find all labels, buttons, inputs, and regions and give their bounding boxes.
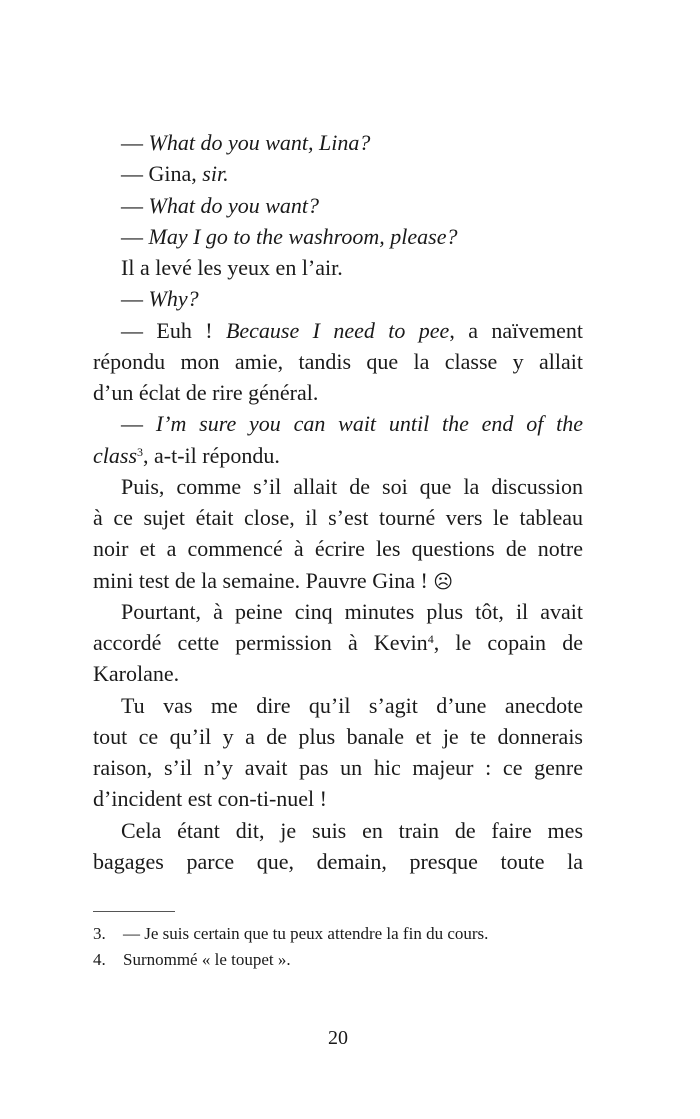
italic-span: sir. xyxy=(202,161,229,187)
text-line xyxy=(93,627,583,658)
text-line xyxy=(93,408,583,439)
text-span: Karolane. xyxy=(93,661,180,687)
text-span: — xyxy=(121,192,149,218)
text-line xyxy=(93,127,583,158)
footnote-ref-4: 4 xyxy=(427,632,434,646)
footnote-text: Surnommé « le toupet ». xyxy=(123,950,291,969)
text-span: accordé cette permission à Kevin xyxy=(93,630,428,655)
text-line xyxy=(93,440,583,471)
sad-face-icon: ☹ xyxy=(433,570,454,593)
text-line xyxy=(93,221,583,252)
book-page xyxy=(93,0,583,1119)
text-span: répondu mon amie, tandis que la classe y allait xyxy=(93,348,583,374)
text-line xyxy=(93,690,583,721)
text-line xyxy=(93,752,583,783)
page-number: 20 xyxy=(328,1027,348,1049)
text-span: à ce sujet était close, il s’est tourné vers le tableau xyxy=(93,505,583,530)
text-span: , le copain de xyxy=(433,630,583,655)
text-span: — xyxy=(121,130,149,155)
text-span: — xyxy=(121,223,149,249)
text-line xyxy=(93,377,583,408)
footnote-4 xyxy=(93,947,593,973)
text-span: , a-t-il répondu. xyxy=(143,442,280,468)
footnote-3 xyxy=(93,921,593,947)
footnote-divider xyxy=(93,911,175,912)
body-text xyxy=(93,127,583,877)
text-span: d’un éclat de rire général. xyxy=(93,380,319,405)
text-line xyxy=(93,502,583,533)
italic-span: class xyxy=(93,442,137,468)
text-span: bagages parce que, demain, presque toute la xyxy=(93,848,583,874)
text-line xyxy=(93,721,583,752)
text-span: d’incident est con-ti-nuel ! xyxy=(93,786,327,812)
text-span: Cela étant dit, je suis en train de faire mes xyxy=(121,817,583,843)
footnote-number: 3. xyxy=(93,924,106,943)
text-line xyxy=(93,283,583,314)
text-span: , a naïvement xyxy=(449,317,584,343)
text-span: Il a levé les yeux en l’air. xyxy=(121,255,343,280)
footnote-number: 4. xyxy=(93,950,106,969)
italic-span: May I go to the washroom, please? xyxy=(148,223,458,249)
text-line xyxy=(93,346,583,377)
text-line xyxy=(93,158,583,189)
italic-span: Because I need to pee xyxy=(225,317,450,343)
text-span: — xyxy=(121,286,149,312)
italic-span: What do you want, Lina? xyxy=(148,130,371,155)
text-span: tout ce qu’il y a de plus banale et je te donnerais xyxy=(93,723,583,749)
text-line xyxy=(93,658,583,689)
text-span: Puis, comme s’il allait de soi que la discussion xyxy=(121,473,583,499)
text-line xyxy=(93,190,583,221)
text-line xyxy=(93,815,583,846)
text-span: raison, s’il n’y avait pas un hic majeur : ce genre xyxy=(93,755,583,780)
footnotes xyxy=(93,921,593,973)
text-line xyxy=(93,533,583,564)
italic-span: Why? xyxy=(148,286,199,312)
text-line xyxy=(93,565,583,596)
text-line xyxy=(93,596,583,627)
italic-span: What do you want? xyxy=(148,192,319,218)
footnote-ref-3: 3 xyxy=(137,444,143,459)
text-line xyxy=(93,252,583,283)
text-span: Tu vas me dire qu’il s’agit d’une anecdote xyxy=(121,692,583,718)
text-line xyxy=(93,315,583,346)
text-line xyxy=(93,846,583,877)
text-span: noir et a commencé à écrire les questions de notre xyxy=(93,536,583,562)
footnote-text: — Je suis certain que tu peux attendre la fin du cours. xyxy=(123,924,489,943)
text-span: — xyxy=(121,411,156,437)
text-span: — Euh ! xyxy=(121,317,226,343)
text-span: mini test de la semaine. Pauvre Gina ! xyxy=(93,567,434,593)
text-span: — Gina, xyxy=(121,161,203,187)
text-span: Pourtant, à peine cinq minutes plus tôt, il avait xyxy=(121,598,583,624)
text-line xyxy=(93,783,583,814)
italic-span: I’m sure you can wait until the end of the xyxy=(155,411,584,437)
text-line xyxy=(93,471,583,502)
